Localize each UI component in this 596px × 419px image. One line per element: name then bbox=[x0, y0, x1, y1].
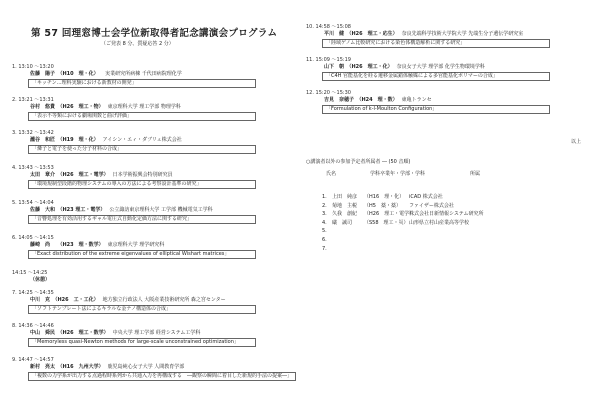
participant-row bbox=[322, 219, 529, 228]
session-speaker: 瀧谷 和匠 （H19 理・化） bbox=[30, 137, 99, 143]
participant-year bbox=[364, 245, 409, 254]
session-item bbox=[12, 357, 296, 381]
session-affiliation: 東京理科大学 理学研究科 bbox=[107, 242, 165, 248]
session-affiliation: 日本学術振興会特別研究員 bbox=[112, 172, 173, 178]
session-time: 12. 15:20 ～15:30 bbox=[306, 90, 351, 96]
participant-name bbox=[332, 236, 364, 245]
session-speaker: 佐藤 陽子 （H10 理・化） bbox=[30, 71, 102, 77]
participant-no: 4. bbox=[322, 219, 327, 226]
end-marker: 以上 bbox=[571, 139, 582, 145]
session-item bbox=[306, 57, 550, 81]
participant-year: （S58 理工・災） bbox=[364, 219, 409, 226]
participant-row bbox=[322, 245, 529, 254]
participant-aff: iCAD 株式会社 bbox=[409, 194, 443, 200]
session-speaker: 中川 克 （H26 工・工化） bbox=[30, 297, 99, 303]
session-title: 「複数の力学系が出力する点過程時系列から共通入力を再構成する ―観察の瞬間に着目した新規的手法の提案―」 bbox=[28, 372, 296, 381]
session-speaker: 吉見 奈穂子 （H24 理・数） bbox=[324, 97, 398, 103]
session-speaker: 中山 舜民 （H26 理工・数学） bbox=[30, 330, 109, 336]
session-affiliation: 中央大学 理工学部 経営システム工学科 bbox=[112, 330, 201, 336]
session-time: 6. 14:05 ～14:15 bbox=[12, 235, 54, 241]
participant-row bbox=[322, 236, 529, 245]
participant-table bbox=[322, 193, 529, 253]
session-item bbox=[306, 24, 550, 48]
session-title: 「Exact distribution of the extreme eigenvalues of elliptical Wishart matrices」 bbox=[28, 250, 256, 259]
participant-aff: 山形県立村山産業高等学校 bbox=[409, 219, 470, 226]
session-affiliation: 東亀トランセ bbox=[401, 97, 432, 103]
session-item bbox=[12, 130, 256, 154]
session-title: 「音響処理を有効活用するギャル電圧式自動化定価方法に関する研究」 bbox=[28, 215, 256, 224]
participant-name: 礒 誠司 bbox=[332, 219, 353, 226]
session-item bbox=[12, 323, 256, 347]
participant-name: 菊地 主税 bbox=[332, 202, 358, 209]
participant-aff: ファイザー株式会社 bbox=[409, 202, 454, 209]
session-time: 9. 14:47 ～14:57 bbox=[12, 357, 54, 363]
session-speaker: 新村 亮太 （H16 九州大学） bbox=[30, 364, 104, 370]
session-title: 「C4H 官能基化を経る遷移金属錯体触媒による多官能基化ポリマーの合成」 bbox=[322, 72, 550, 81]
session-title: 「燐子と電子を使った分子材料の合成」 bbox=[28, 145, 256, 154]
session-item bbox=[12, 64, 256, 88]
participant-year: （H26 理工・電学） bbox=[364, 211, 415, 218]
session-affiliation: 奈良女子大学 理学部 化学生物環境学科 bbox=[396, 64, 485, 70]
page-title: 第 57 回理窓博士会学位新取得者記念講演会プログラム bbox=[31, 28, 278, 39]
session-affiliation: アイシン・エィ・ダブリュ株式会社 bbox=[102, 137, 182, 143]
session-affiliation: 奈良先端科学技術大学院大学 先端生分子遺伝学研究室 bbox=[401, 31, 524, 37]
session-time: 14:15 ～14:25 bbox=[12, 270, 48, 276]
session-speaker: 平川 健 （H26 理工・応生） bbox=[324, 31, 398, 37]
session-affiliation: 東京理科大学 理工学部 物理学科 bbox=[107, 104, 181, 110]
session-title: 「Formulation of k-l-Moulton Configuration」 bbox=[322, 105, 550, 114]
session-item bbox=[12, 290, 256, 314]
session-time: 7. 14:25 ～14:35 bbox=[12, 290, 54, 296]
participant-no: 1. bbox=[322, 194, 327, 200]
session-time: 5. 13:54 ～14:04 bbox=[12, 200, 54, 206]
session-speaker: 佐藤 大和 （H23 理工・電学） bbox=[30, 207, 106, 213]
session-affiliation: 実業研究所病棟 千代田病院理化学 bbox=[105, 71, 182, 77]
participant-table-header bbox=[326, 170, 480, 177]
participant-no: 6. bbox=[322, 236, 327, 243]
session-time: 11. 15:09 ～15:19 bbox=[306, 57, 351, 63]
session-title: 「キッチン…理科実験における新教材の開発」 bbox=[28, 79, 256, 88]
session-speaker: （休憩） bbox=[30, 277, 51, 283]
page-subtitle: （ご発表 8 分、質疑応答 2 分） bbox=[101, 41, 174, 47]
participant-row bbox=[322, 227, 529, 236]
participant-no: 3. bbox=[322, 211, 327, 218]
header-name: 氏名 bbox=[326, 171, 337, 177]
session-item bbox=[306, 90, 550, 114]
session-item bbox=[12, 200, 256, 224]
session-item bbox=[12, 97, 256, 121]
session-time: 1. 13:10 ～13:20 bbox=[12, 64, 54, 70]
session-time: 3. 13:32 ～13:42 bbox=[12, 130, 54, 136]
participant-year bbox=[364, 236, 409, 245]
session-title: 「表示不等類における劇場関数と曲げ評価」 bbox=[28, 112, 256, 121]
participant-aff bbox=[409, 227, 529, 236]
participant-aff: 株式会社日新情報システム研究所 bbox=[409, 211, 484, 218]
participant-row bbox=[322, 202, 529, 211]
participant-no: 5. bbox=[322, 228, 327, 235]
session-item bbox=[12, 235, 256, 259]
participant-year: （H16 理・化） bbox=[364, 194, 405, 200]
session-speaker: 山下 朝 （H26 理工・化） bbox=[324, 64, 393, 70]
participant-row bbox=[322, 193, 529, 202]
participant-aff bbox=[409, 236, 529, 245]
participant-name bbox=[332, 245, 364, 254]
header-affiliation: 所属 bbox=[470, 171, 481, 177]
participant-name: 久我 創紀 bbox=[332, 211, 358, 218]
session-time: 2. 13:21 ～13:31 bbox=[12, 97, 54, 103]
session-title: 「ソフトテンプレート法によるキラルな金ナノ構造体の合成」 bbox=[28, 305, 256, 314]
session-title: 「Memoryless quasi-Newton methods for large-scale unconstrained optimization」 bbox=[28, 338, 256, 347]
session-title: 「陸域ゲノム比較研究における染色体構造解析に関する研究」 bbox=[322, 39, 550, 48]
participant-year: （H5 薬・薬） bbox=[364, 202, 401, 209]
participant-row bbox=[322, 210, 529, 219]
session-item bbox=[12, 270, 54, 284]
session-speaker: 谷村 悠貴 （H26 理工・物） bbox=[30, 104, 104, 110]
participant-aff bbox=[409, 245, 529, 254]
session-affiliation: 鹿児島純心女子大学 人間教育学部 bbox=[107, 364, 185, 370]
session-title: 「環境規制型段階的物理システムの導入の方法による考察設計基準の研究」 bbox=[28, 180, 256, 189]
participant-no: 2. bbox=[322, 202, 327, 209]
session-time: 8. 14:36 ～14:46 bbox=[12, 323, 54, 329]
session-item bbox=[12, 165, 256, 189]
header-department: 学科卒業年・学部・学科 bbox=[370, 171, 426, 177]
session-speaker: 藤崎 尚 （H23 理・数学） bbox=[30, 242, 104, 248]
participant-name: 上田 純彦 bbox=[332, 194, 358, 200]
session-time: 4. 13:43 ～13:53 bbox=[12, 165, 54, 171]
participant-name bbox=[332, 227, 364, 236]
session-speaker: 太田 章介 （H26 理工・電学） bbox=[30, 172, 109, 178]
participant-table-caption: ○講演者以外の参加予定者所属者 ― (50 音順) bbox=[306, 159, 411, 165]
session-affiliation: 地方独立行政法人 大阪産業技術研究所 森之宮センター bbox=[102, 297, 226, 303]
session-time: 10. 14:58 ～15:08 bbox=[306, 24, 351, 30]
participant-no: 7. bbox=[322, 245, 327, 252]
session-affiliation: 公立諏訪東京理科大学 工学部 機械電気工学科 bbox=[109, 207, 213, 213]
participant-year bbox=[364, 227, 409, 236]
